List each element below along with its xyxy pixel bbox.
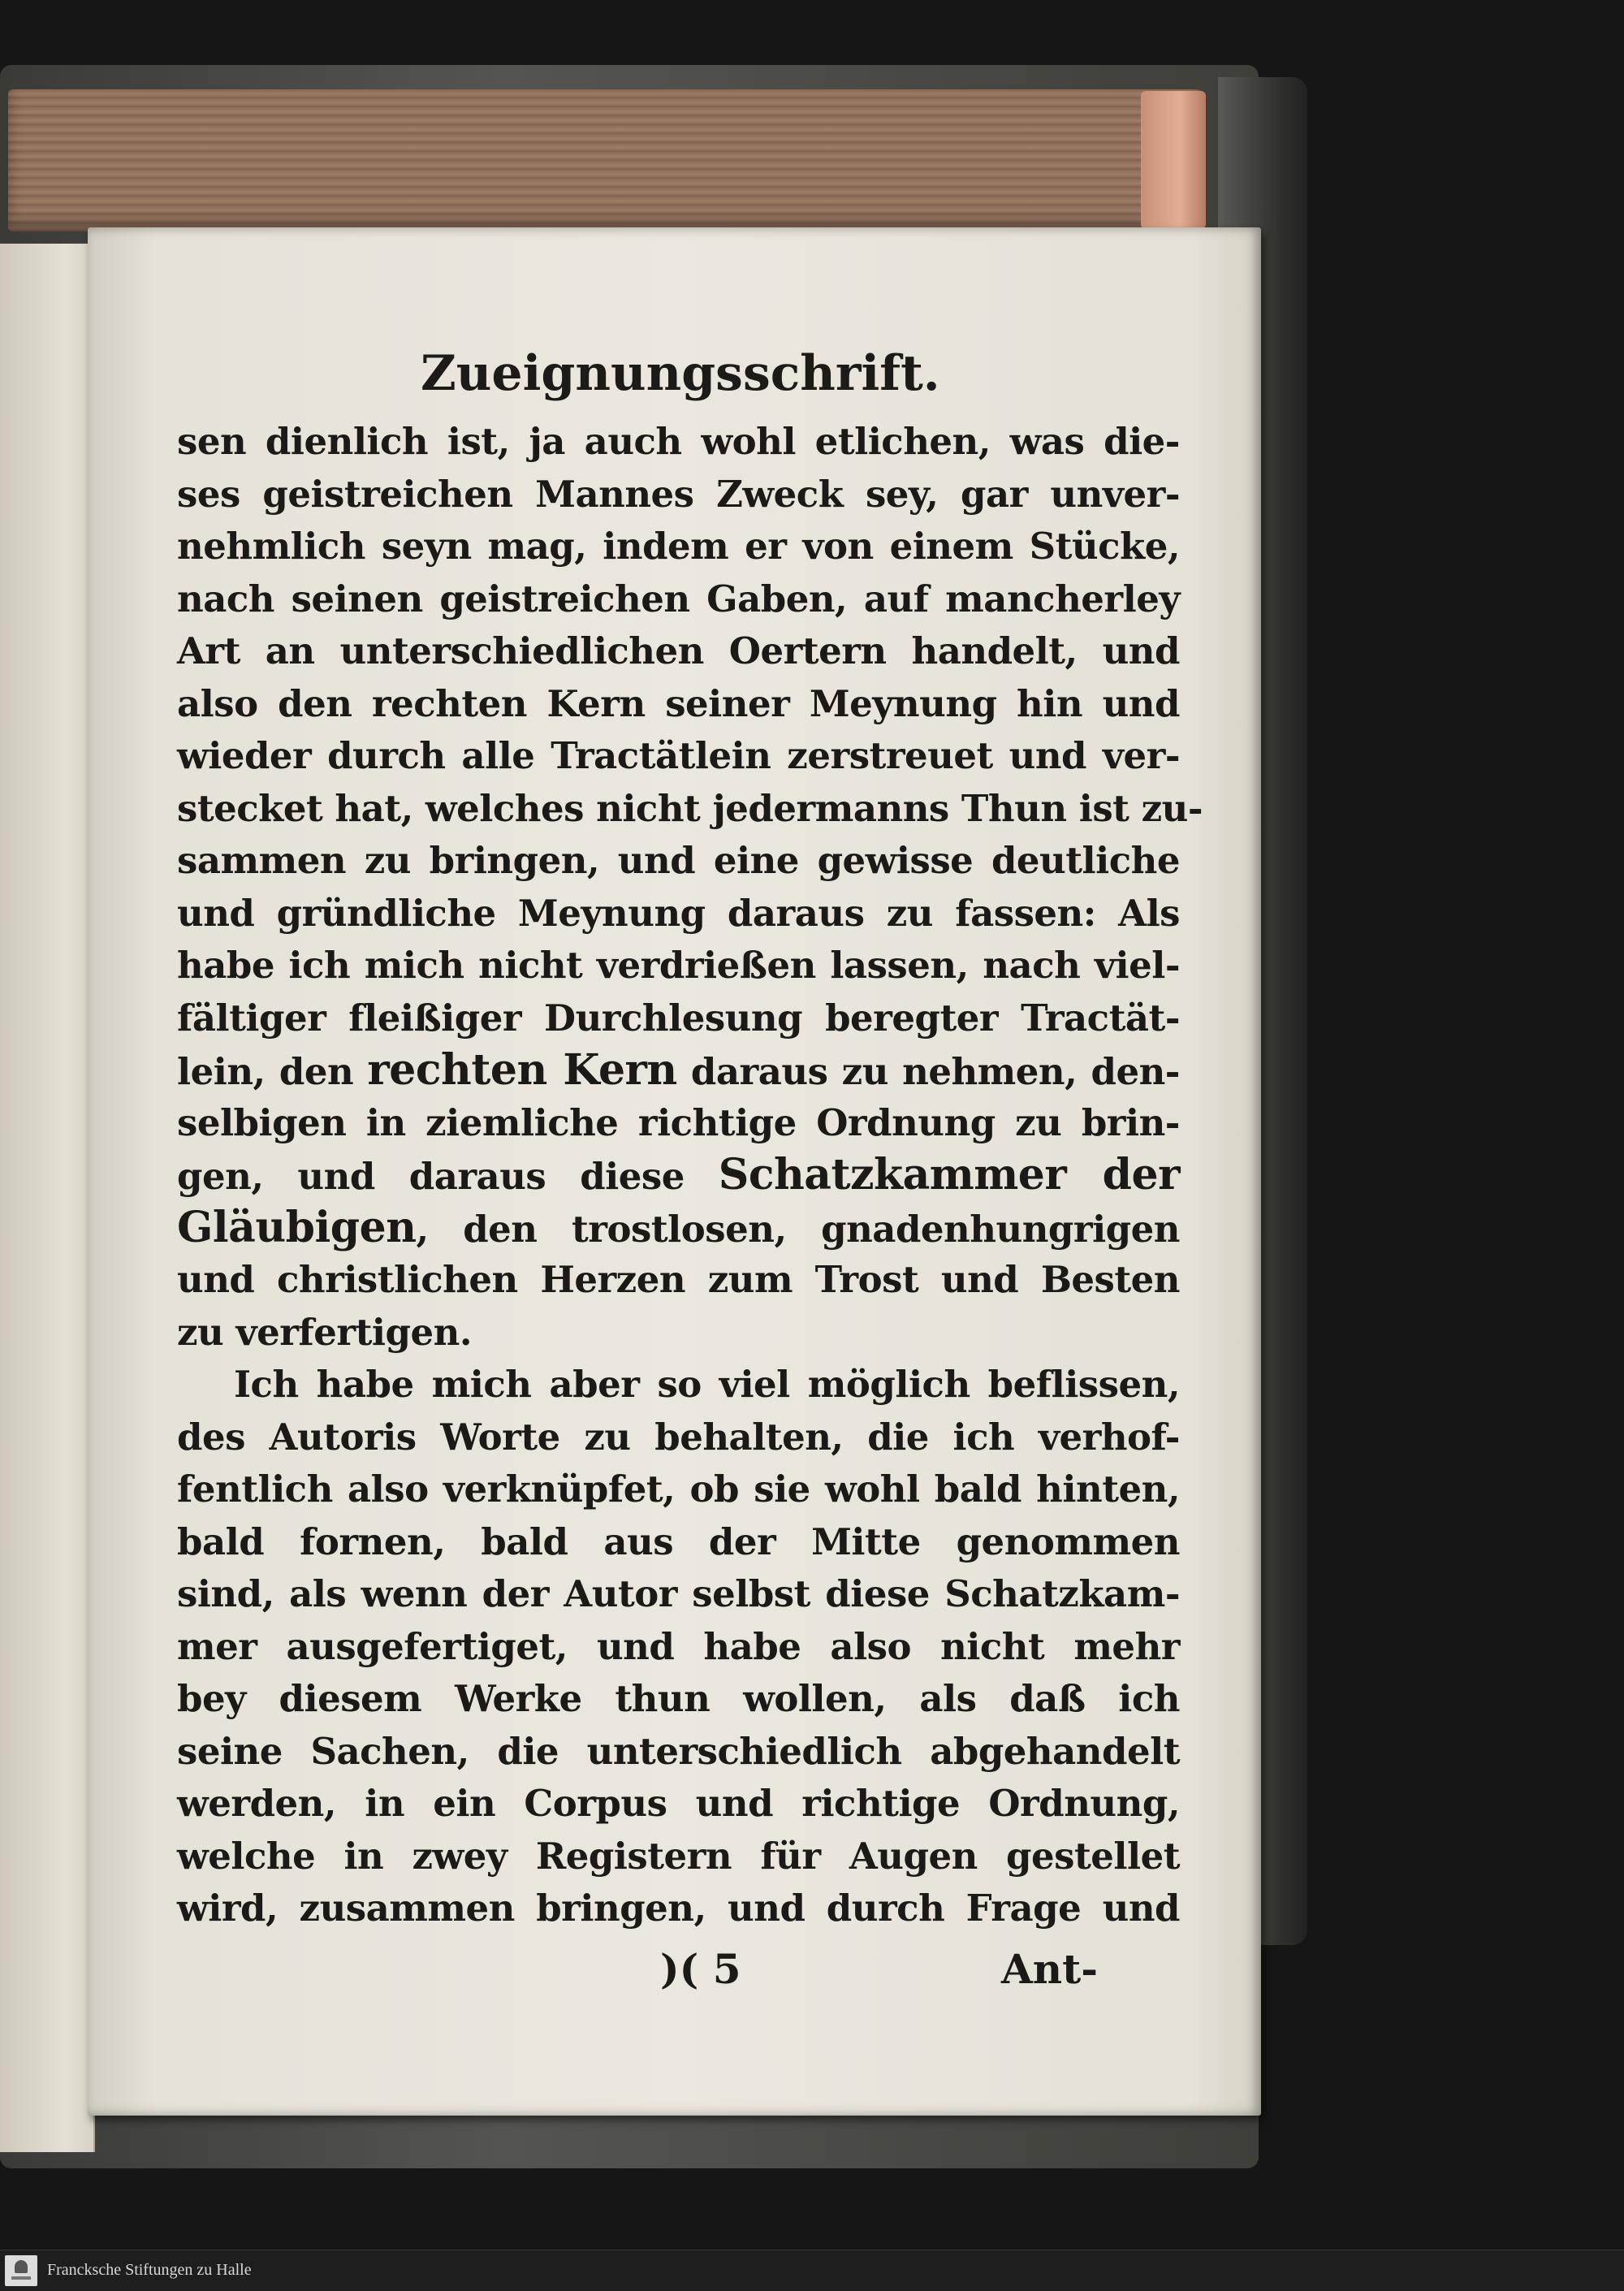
text-run: gen, und daraus diese bbox=[177, 1155, 719, 1198]
page-block-corner bbox=[1141, 91, 1206, 229]
text-line: also den rechten Kern seiner Meynung hin und bbox=[177, 681, 1180, 725]
text-line: sind, als wenn der Autor selbst diese Schatzkam- bbox=[177, 1572, 1180, 1615]
text-line: mer ausgefertiget, und habe also nicht mehr bbox=[177, 1624, 1180, 1668]
page-text bbox=[177, 416, 1203, 1935]
text-line bbox=[177, 1149, 1180, 1202]
text-line: nehmlich seyn mag, indem er von einem Stücke, bbox=[177, 525, 1180, 568]
emphasized-phrase: Gläubigen bbox=[177, 1202, 417, 1252]
text-line: wieder durch alle Tractätlein zerstreuet und ver- bbox=[177, 734, 1180, 777]
text-run: daraus zu nehmen, den- bbox=[676, 1050, 1180, 1093]
signature-mark: )( 5 bbox=[660, 1945, 741, 1993]
left-page-edge bbox=[0, 244, 95, 2152]
text-line: sen dienlich ist, ja auch wohl etlichen, was die- bbox=[177, 420, 1180, 463]
text-line: fentlich also verknüpfet, ob sie wohl bald hinten, bbox=[177, 1468, 1180, 1511]
text-line: selbigen in ziemliche richtige Ordnung zu brin- bbox=[177, 1100, 1180, 1144]
text-line: des Autoris Worte zu behalten, die ich verhof- bbox=[177, 1415, 1180, 1459]
text-run: lein, den bbox=[177, 1050, 368, 1093]
text-line: werden, in ein Corpus und richtige Ordnung, bbox=[177, 1782, 1180, 1825]
text-line: sammen zu bringen, und eine gewisse deutliche bbox=[177, 839, 1180, 882]
running-header: Zueignungsschrift. bbox=[421, 345, 940, 402]
text-line: wird, zusammen bringen, und durch Frage und bbox=[177, 1887, 1180, 1930]
text-line: zu verfertigen. bbox=[177, 1310, 472, 1354]
emphasized-phrase: Schatzkammer der bbox=[718, 1150, 1180, 1200]
text-line: Art an unterschiedlichen Oertern handelt, und bbox=[177, 629, 1180, 672]
catchword: Ant- bbox=[1001, 1945, 1098, 1993]
text-line: und christlichen Herzen zum Trost und Besten bbox=[177, 1258, 1180, 1301]
text-line: bey diesem Werke thun wollen, als daß ich bbox=[177, 1677, 1180, 1720]
text-line: ses geistreichen Mannes Zweck sey, gar unver- bbox=[177, 472, 1180, 516]
text-line: nach seinen geistreichen Gaben, auf mancherley bbox=[177, 577, 1180, 620]
text-line: welche in zwey Registern für Augen gestellet bbox=[177, 1834, 1180, 1878]
text-line: und gründliche Meynung daraus zu fassen: Als bbox=[177, 891, 1180, 935]
institution-logo-icon bbox=[5, 2255, 37, 2286]
page-block-top-edge bbox=[8, 89, 1202, 231]
text-line: stecket hat, welches nicht jedermanns Thun ist zu- bbox=[177, 786, 1203, 830]
text-line: habe ich mich nicht verdrießen lassen, nach viel- bbox=[177, 944, 1180, 987]
text-run: , den trostlosen, gnadenhungrigen bbox=[416, 1207, 1180, 1251]
emphasized-phrase: rechten Kern bbox=[367, 1045, 677, 1095]
book-page bbox=[88, 227, 1261, 2116]
text-line: fältiger fleißiger Durchlesung beregter Tractät- bbox=[177, 996, 1180, 1040]
text-line: bald fornen, bald aus der Mitte genommen bbox=[177, 1519, 1180, 1563]
text-line: seine Sachen, die unterschiedlich abgehandelt bbox=[177, 1729, 1180, 1773]
text-line bbox=[177, 1202, 1180, 1255]
text-line: Ich habe mich aber so viel möglich beflissen, bbox=[234, 1363, 1180, 1406]
credit-bar bbox=[0, 2250, 1624, 2291]
credit-text: Francksche Stiftungen zu Halle bbox=[47, 2261, 252, 2279]
text-line bbox=[177, 1044, 1180, 1097]
